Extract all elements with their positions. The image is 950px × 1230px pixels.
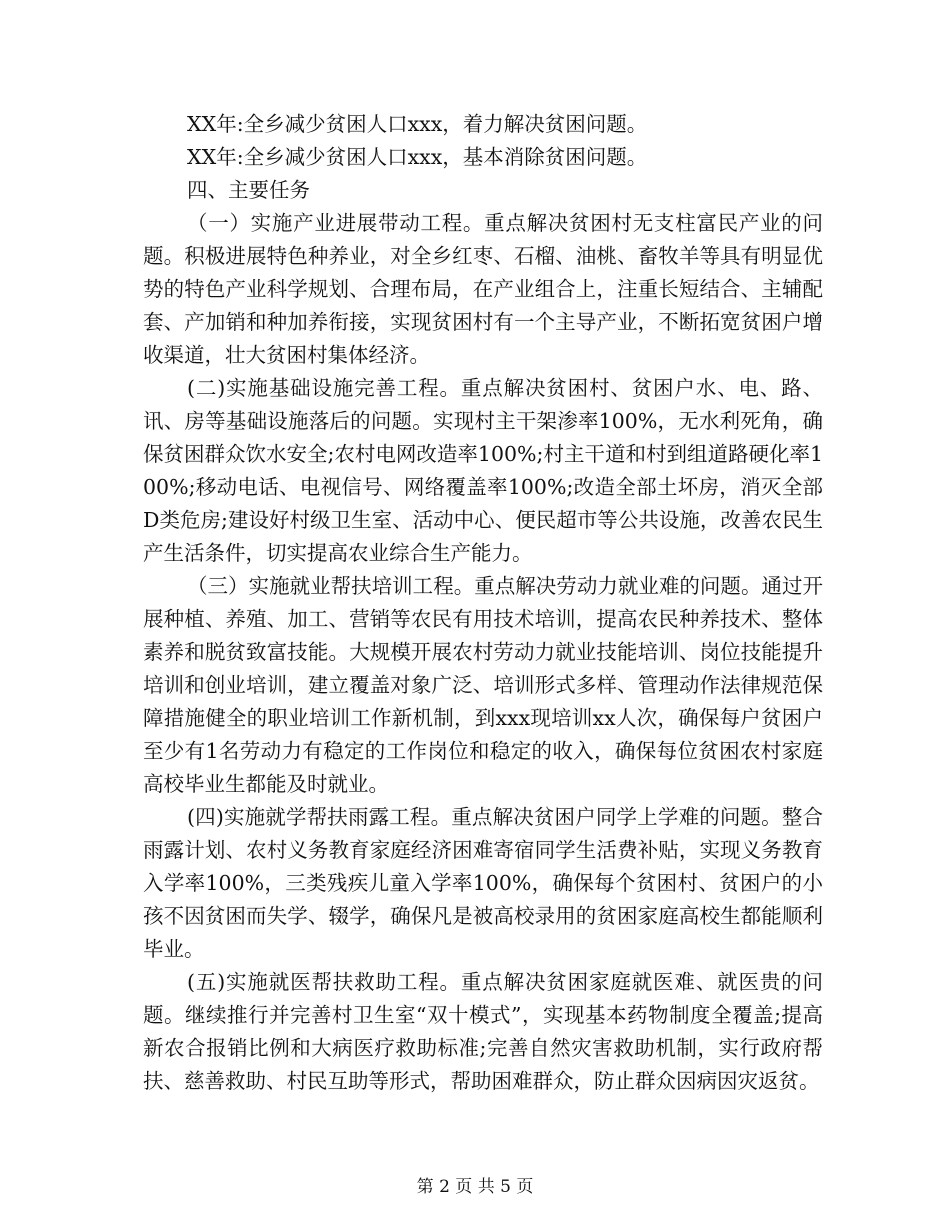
paragraph-task-2: (二)实施基础设施完善工程。重点解决贫困村、贫困户水、电、路、讯、房等基础设施落后的问题。实现村主干架渗率100%，无水利死角，确保贫困群众饮水安全;农村电网改造率100%;村主干道和村到组道路硬化率100%;移动电话、电视信号、网络覆盖率100%;改造全部土坏房，消灭全部D类危房;建设好村级卫生室、活动中心、便民超市等公共设施，改善农民生产生活条件，切实提高农业综合生产能力。 <box>143 376 823 565</box>
paragraph-task-5: (五)实施就医帮扶救助工程。重点解决贫困家庭就医难、就医贵的问题。继续推行并完善村卫生室“双十模式”，实现基本药物制度全覆盖;提高新农合报销比例和大病医疗救助标准;完善自然灾害救助机制，实行政府帮扶、慈善救助、村民互助等形式，帮助困难群众，防止群众因病因灾返贫。 <box>143 970 823 1093</box>
paragraph-task-3: （三）实施就业帮扶培训工程。重点解决劳动力就业难的问题。通过开展种植、养殖、加工、营销等农民有用技术培训，提高农民种养技术、整体素养和脱贫致富技能。大规模开展农村劳动力就业技能培训、岗位技能提升培训和创业培训，建立覆盖对象广泛、培训形式多样、管理动作法律规范保障措施健全的职业培训工作新机制，到xxx现培训xx人次，确保每户贫困户至少有1名劳动力有稳定的工作岗位和稳定的收入，确保每位贫困农村家庭高校毕业生都能及时就业。 <box>143 574 823 796</box>
page-number-footer: 第 2 页 共 5 页 <box>416 1177 534 1197</box>
paragraph-goal-2: XX年:全乡减少贫困人口xxx，基本消除贫困问题。 <box>187 145 648 169</box>
paragraph-goal-1: XX年:全乡减少贫困人口xxx，着力解决贫困问题。 <box>187 112 648 136</box>
paragraph-task-4: (四)实施就学帮扶雨露工程。重点解决贫困户同学上学难的问题。整合雨露计划、农村义务教育家庭经济困难寄宿同学生活费补贴，实现义务教育入学率100%，三类残疾儿童入学率100%，确保每个贫困村、贫困户的小孩不因贫困而失学、辍学，确保凡是被高校录用的贫困家庭高校生都能顺利毕业。 <box>143 805 823 961</box>
section-heading-main-tasks: 四、主要任务 <box>187 178 310 202</box>
paragraph-task-1: （一）实施产业进展带动工程。重点解决贫困村无支柱富民产业的问题。积极进展特色种养业，对全乡红枣、石榴、油桃、畜牧羊等具有明显优势的特色产业科学规划、合理布局，在产业组合上，注重长短结合、主辅配套、产加销和种加养衔接，实现贫困村有一个主导产业，不断拓宽贫困户增收渠道，壮大贫困村集体经济。 <box>143 211 823 367</box>
document-body <box>143 108 823 1098</box>
